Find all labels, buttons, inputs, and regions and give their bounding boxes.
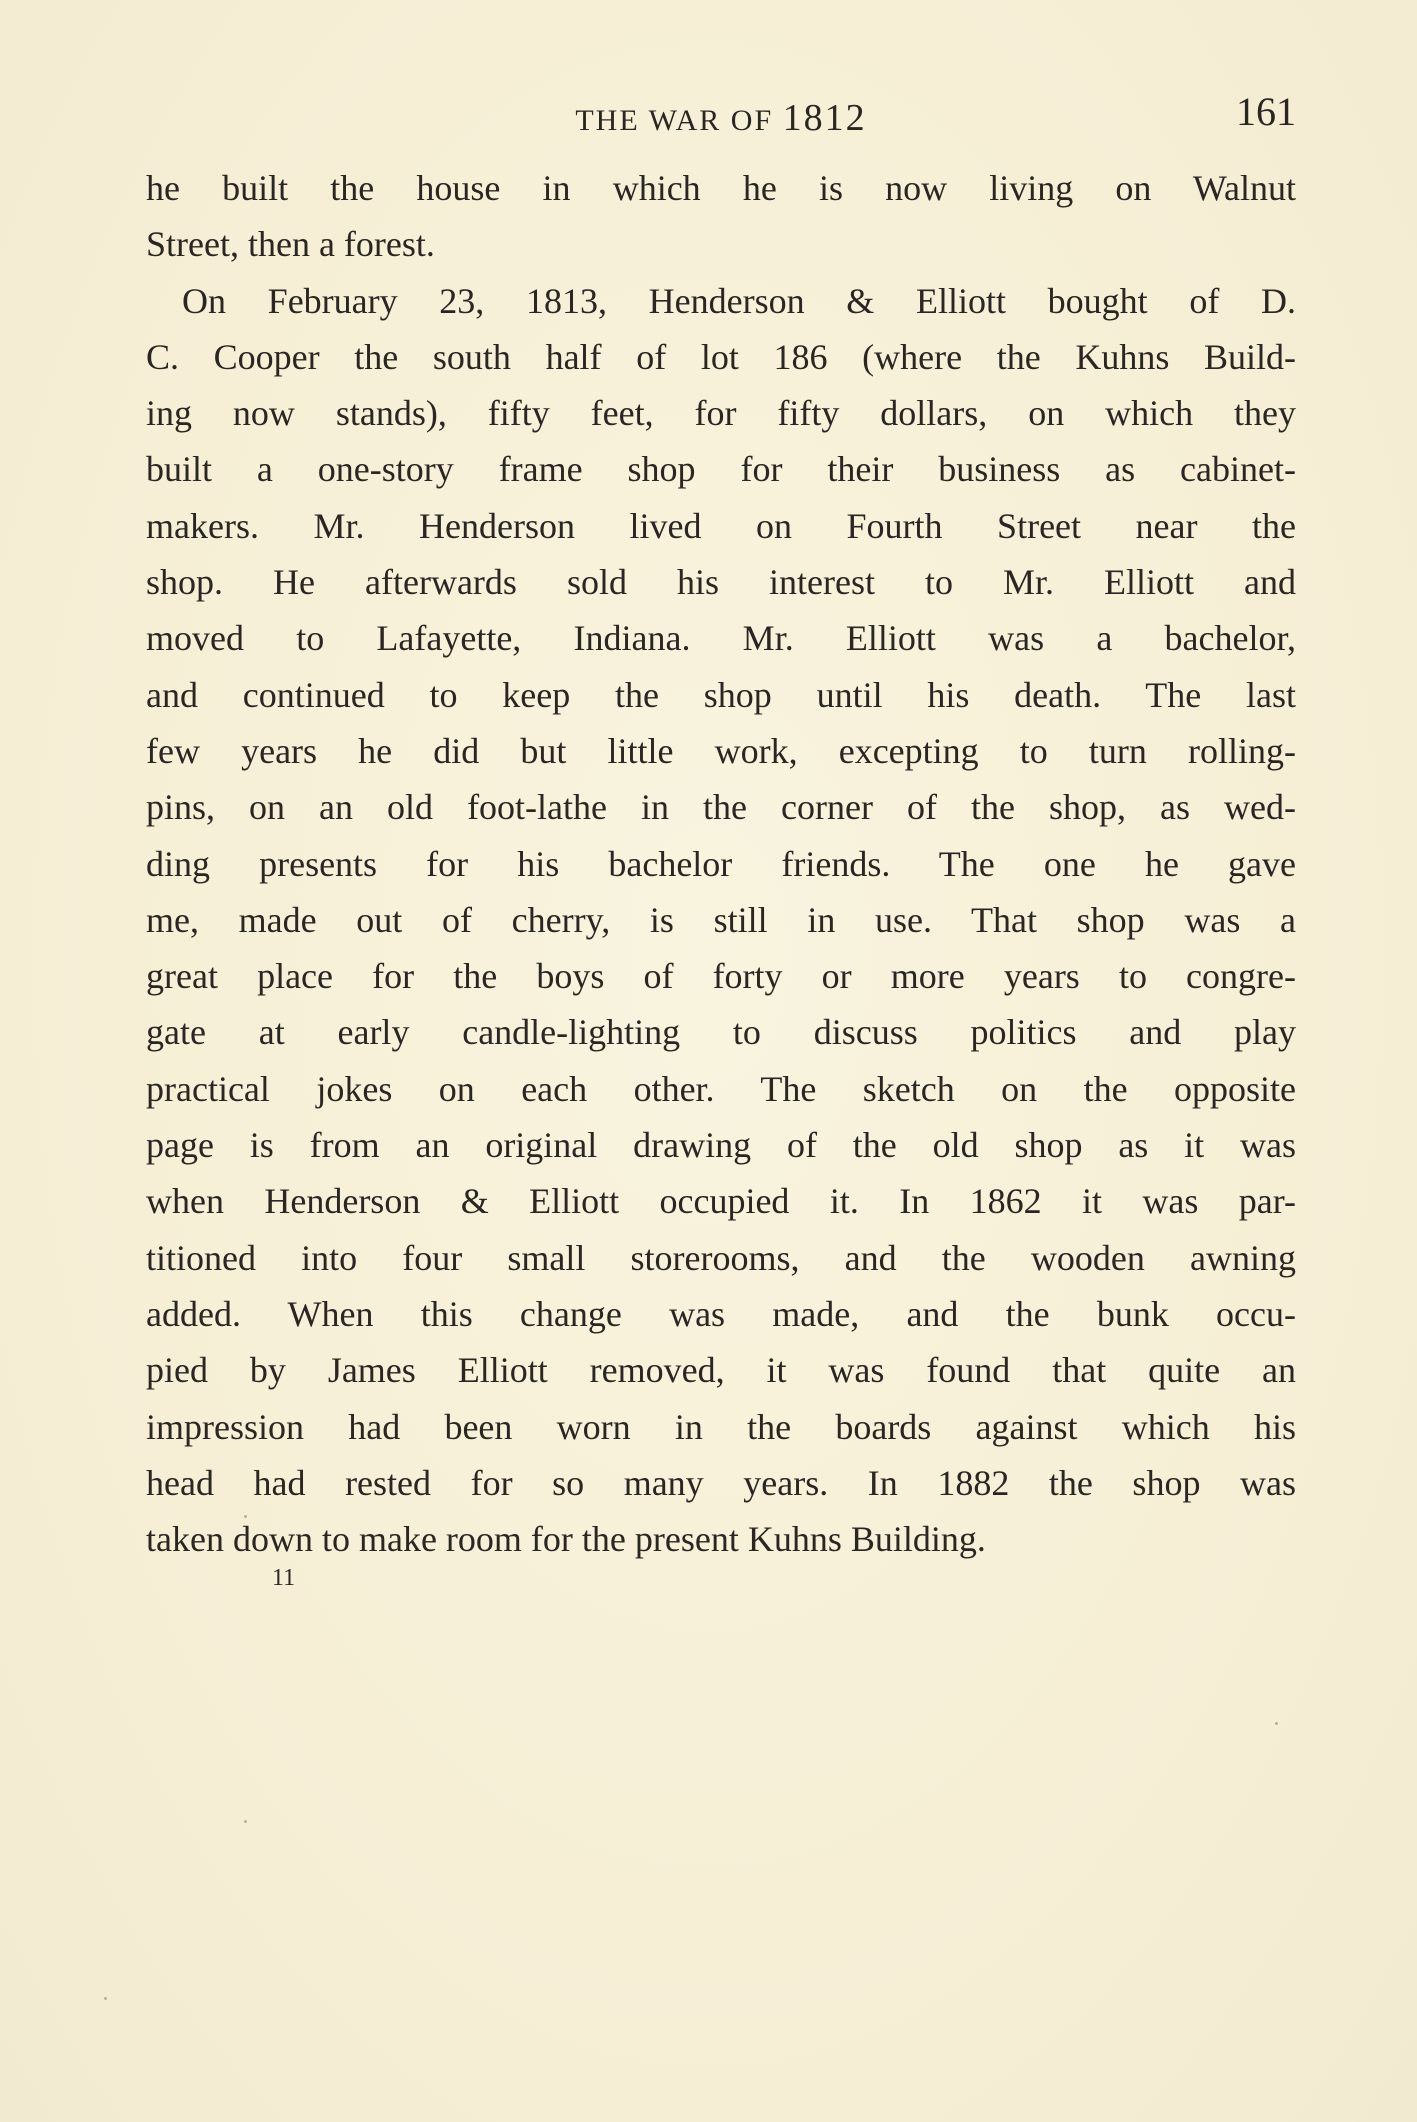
running-head xyxy=(146,88,1296,138)
text-line: page is from an original drawing of the old shop as it was xyxy=(146,1125,1296,1166)
running-title-text: THE WAR OF xyxy=(575,104,774,137)
text-line: shop. He afterwards sold his interest to Mr. Elliott and xyxy=(146,562,1296,603)
text-line: Street, then a forest. xyxy=(146,224,435,265)
body-text xyxy=(146,160,1296,1567)
page-number: 161 xyxy=(1236,89,1296,134)
running-title-year: 1812 xyxy=(782,97,867,139)
text-line: taken down to make room for the present Kuhns Building. xyxy=(146,1519,986,1560)
text-line: ing now stands), fifty feet, for fifty dollars, on which they xyxy=(146,393,1296,434)
text-line: added. When this change was made, and the bunk occu- xyxy=(146,1293,1296,1334)
text-line: pins, on an old foot-lathe in the corner of the shop, as wed- xyxy=(146,787,1296,828)
text-line: moved to Lafayette, Indiana. Mr. Elliott was a bachelor, xyxy=(146,618,1296,659)
text-line: and continued to keep the shop until his death. The last xyxy=(146,674,1296,715)
text-line: few years he did but little work, excepting to turn rolling- xyxy=(146,730,1296,771)
text-line: pied by James Elliott removed, it was found that quite an xyxy=(146,1350,1296,1391)
text-line: gate at early candle-lighting to discuss politics and play xyxy=(146,1012,1296,1053)
text-line: ding presents for his bachelor friends. The one he gave xyxy=(146,843,1296,884)
text-line: he built the house in which he is now living on Walnut xyxy=(146,168,1296,208)
text-line: titioned into four small storerooms, and the wooden awning xyxy=(146,1237,1296,1278)
paper-speck xyxy=(244,1515,247,1518)
text-line: me, made out of cherry, is still in use. That shop was a xyxy=(146,899,1296,940)
text-line: C. Cooper the south half of lot 186 (where the Kuhns Build- xyxy=(146,336,1296,377)
paper-speck xyxy=(1275,1722,1278,1725)
text-line: head had rested for so many years. In 1882 the shop was xyxy=(146,1462,1296,1503)
paper-speck xyxy=(104,1997,107,2000)
paper-speck xyxy=(244,1820,247,1823)
signature-mark: 11 xyxy=(272,1565,296,1591)
running-title xyxy=(146,96,1296,140)
text-line: makers. Mr. Henderson lived on Fourth Street near the xyxy=(146,505,1296,546)
text-line: impression had been worn in the boards against which his xyxy=(146,1406,1296,1447)
text-line: built a one-story frame shop for their business as cabinet- xyxy=(146,449,1296,490)
text-line: when Henderson & Elliott occupied it. In 1862 it was par- xyxy=(146,1181,1296,1222)
text-line: great place for the boys of forty or more years to congre- xyxy=(146,956,1296,997)
text-line: practical jokes on each other. The sketch on the opposite xyxy=(146,1068,1296,1109)
text-line: On February 23, 1813, Henderson & Elliott bought of D. xyxy=(182,280,1296,321)
